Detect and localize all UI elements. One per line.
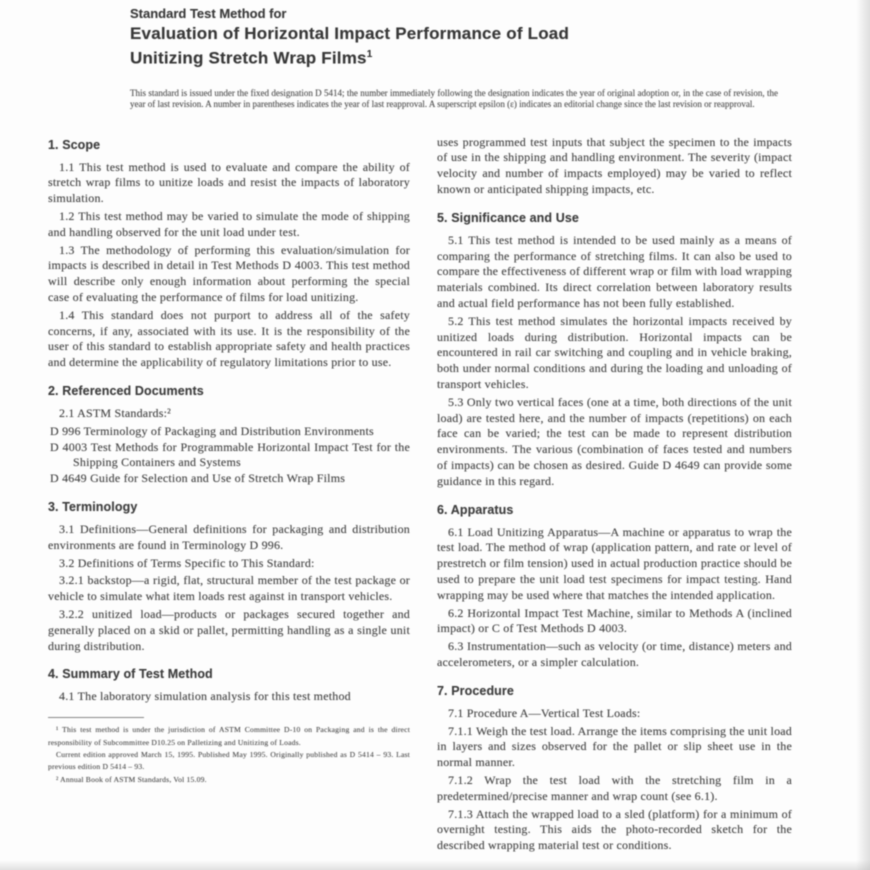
footnote-2: ² Annual Book of ASTM Standards, Vol 15.09.	[56, 774, 207, 784]
para-6-2: 6.2 Horizontal Impact Test Machine, similar to Methods A (inclined impact) or C of Test Methods D 4003.	[437, 605, 792, 636]
para-4-1-start: 4.1 The laboratory simulation analysis for this test method	[59, 689, 351, 704]
issuance-note: This standard is issued under the fixed designation D 5414; the number immediately following the designation indicates the year of original adoption or, in the case of revision, the year of last revision. A number in parentheses indicates the year of last reapproval. A superscript epsilon (ε) indicates an editorial change since the last revision or reapproval.	[130, 87, 778, 110]
doc-title-line1: Evaluation of Horizontal Impact Performance of Load	[130, 24, 570, 43]
section-heading-apparatus: 6. Apparatus	[437, 502, 514, 517]
reference-d4003: D 4003 Test Methods for Programmable Horizontal Impact Test for the Shipping Containers and Systems	[50, 439, 410, 470]
para-7-1-3: 7.1.3 Attach the wrapped load to a sled (platform) for a minimum of overnight testing. This aids the photo-recorded sketch for the described wrapping material test or conditions.	[437, 806, 792, 853]
doc-type-line: Standard Test Method for	[130, 6, 287, 21]
para-6-3: 6.3 Instrumentation—such as velocity (or time, distance) meters and accelerometers, or a simpler calculation.	[437, 639, 792, 669]
scan-artifact-bottom-edge	[0, 860, 870, 870]
para-3-2-2: 3.2.2 unitized load—products or packages secured together and generally placed on a skid or pallet, permitting handling as a single unit during distribution.	[48, 606, 410, 653]
para-7-1-2: 7.1.2 Wrap the test load with the stretching film in a predetermined/precise manner and wrap count (see 6.1).	[437, 772, 792, 803]
para-1-3: 1.3 The methodology of performing this evaluation/simulation for impacts is described in detail in Test Methods D 4003. This test method will describe only enough information about performing the special case of evaluating the performance of films for load unitizing.	[48, 242, 410, 305]
section-heading-terminology: 3. Terminology	[48, 500, 138, 514]
section-heading-summary: 4. Summary of Test Method	[48, 667, 213, 682]
reference-d4649: D 4649 Guide for Selection and Use of Stretch Wrap Films	[50, 471, 346, 486]
reference-d996: D 996 Terminology of Packaging and Distribution Environments	[50, 423, 374, 438]
doc-title-line2: Unitizing Stretch Wrap Films	[130, 48, 367, 68]
title-block	[48, 6, 792, 111]
para-1-2: 1.2 This test method may be varied to simulate the mode of shipping and handling observed for the unit load under test.	[48, 209, 410, 239]
para-7-1-1: 7.1.1 Weigh the test load. Arrange the items comprising the unit load in layers and sizes observed for the pallet or slip sheet use in the normal manner.	[437, 723, 792, 770]
para-1-4: 1.4 This standard does not purport to address all of the safety concerns, if any, associated with its use. It is the responsibility of the user of this standard to establish appropriate safety and health practices and determine the applicability of regulatory limitations prior to use.	[48, 307, 410, 370]
reference-list	[48, 424, 410, 487]
scan-artifact-right-edge	[856, 0, 870, 870]
para-3-2-1: 3.2.1 backstop—a rigid, flat, structural member of the test package or vehicle to simulate what item loads rest against in transport vehicles.	[48, 573, 410, 604]
section-heading-referenced-documents: 2. Referenced Documents	[48, 384, 204, 399]
footnote-block	[48, 724, 410, 786]
para-5-1: 5.1 This test method is intended to be used mainly as a means of comparing the performance of stretching films. It can also be used to compare the effectiveness of different wrap or film with load wrapping materials combined. Its direct correlation between laboratory results and actual field performance has not been fully established.	[437, 232, 792, 311]
two-column-body	[48, 135, 792, 856]
doc-title	[130, 23, 792, 69]
section-heading-significance: 5. Significance and Use	[437, 210, 579, 225]
title-footnote-ref: 1	[366, 49, 373, 60]
footnote-edition: Current edition approved March 15, 1995. Published May 1995. Originally published as D 5414 – 93. Last previous edition D 5414 – 93.	[48, 749, 410, 772]
para-1-1: 1.1 This test method is used to evaluate and compare the ability of stretch wrap films to unitize loads and resist the impacts of laboratory simulation.	[48, 159, 410, 206]
para-7-1: 7.1 Procedure A—Vertical Test Loads:	[448, 705, 641, 720]
para-3-1: 3.1 Definitions—General definitions for packaging and distribution environments are found in Terminology D 996.	[48, 522, 410, 552]
para-5-3: 5.3 Only two vertical faces (one at a time, both directions of the unit load) are tested here, and the number of impacts (repetitions) on each face can be varied; the test can be made to represent distribution environments. The various (combination of faces tested and numbers of impacts) can be chosen as desired. Guide D 4649 can provide some guidance in this regard.	[437, 394, 792, 488]
footnote-separator	[48, 717, 144, 718]
right-column	[437, 135, 792, 856]
para-6-1: 6.1 Load Unitizing Apparatus—A machine or apparatus to wrap the test load. The method of wrap (application pattern, and rate or level of prestretch or film tension) used in actual production practice should be used to prepare the unit load test specimens for impact testing. Hand wrapping may be used where that matches the intended application.	[437, 524, 792, 602]
footnote-1: ¹ This test method is under the jurisdiction of ASTM Committee D-10 on Packaging and is the direct responsibility of Subcommittee D10.25 on Palletizing and Unitizing of Loads.	[48, 725, 410, 747]
para-4-1-continued: uses programmed test inputs that subject the specimen to the impacts of use in the shipping and handling environment. The severity (impact velocity and number of impacts employed) may be varied to reflect known or anticipated shipping impacts, etc.	[437, 134, 792, 197]
para-2-1: 2.1 ASTM Standards:²	[59, 406, 171, 421]
left-column	[48, 135, 410, 856]
para-5-2: 5.2 This test method simulates the horizontal impacts received by unitized loads during distribution. Horizontal impacts can be encountered in rail car switching and coupling and in vehicle braking, both under normal conditions and during the loading and unloading of transport vehicles.	[437, 313, 792, 392]
para-3-2: 3.2 Definitions of Terms Specific to This Standard:	[59, 555, 315, 570]
section-heading-procedure: 7. Procedure	[437, 683, 514, 698]
section-heading-scope: 1. Scope	[48, 137, 101, 152]
